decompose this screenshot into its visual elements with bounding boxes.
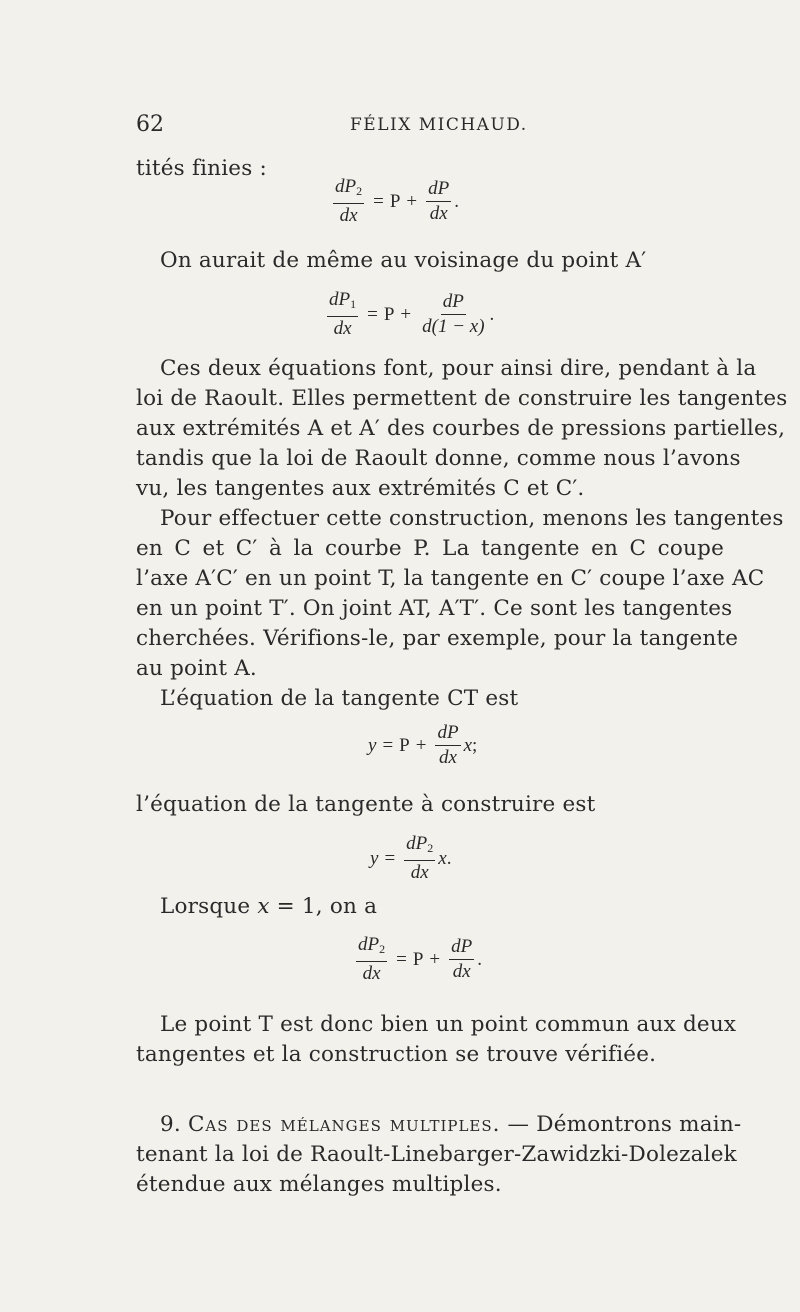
equation-3: y = P + $\frac{dP}{dx}$ x ; bbox=[368, 722, 478, 768]
text-line: loi de Raoult. Elles permettent de construire les tangentes bbox=[136, 386, 788, 411]
text-line: cherchées. Vérifions-le, par exemple, pour la tangente bbox=[136, 626, 739, 651]
text-line: vu, les tangentes aux extrémités C et C′. bbox=[136, 476, 585, 501]
running-title: FÉLIX MICHAUD. bbox=[350, 115, 528, 135]
text-line: On aurait de même au voisinage du point A′ bbox=[160, 248, 647, 273]
text-line: tenant la loi de Raoult-Linebarger-Zawidzki-Dolezalek bbox=[136, 1142, 737, 1167]
text-line: L’équation de la tangente CT est bbox=[160, 686, 519, 711]
text-line: l’équation de la tangente à construire est bbox=[136, 792, 596, 817]
text-line: au point A. bbox=[136, 656, 257, 681]
text-line: l’axe A′C′ en un point T, la tangente en C′ coupe l’axe AC bbox=[136, 566, 765, 591]
equation-1: $\frac{dP_2}{dx}$ = P + $\frac{dP}{dx}$ . bbox=[335, 176, 459, 226]
text-line: étendue aux mélanges multiples. bbox=[136, 1172, 502, 1197]
text-line: tangentes et la construction se trouve vérifiée. bbox=[136, 1042, 657, 1067]
text-line: en un point T′. On joint AT, A′T′. Ce sont les tangentes bbox=[136, 596, 733, 621]
text-line: Le point T est donc bien un point commun aux deux bbox=[160, 1012, 737, 1037]
text-line: Lorsque x = 1, on a bbox=[160, 894, 378, 919]
text-line: Ces deux équations font, pour ainsi dire, pendant à la bbox=[160, 356, 757, 381]
section-heading: 9. Cas des mélanges multiples. — Démontrons main- bbox=[160, 1112, 742, 1137]
text-line: en C et C′ à la courbe P. La tangente en C coupe bbox=[136, 536, 724, 561]
equation-4: y = $\frac{dP_2}{dx}$ x . bbox=[370, 833, 452, 883]
page-number: 62 bbox=[136, 112, 164, 137]
text-line: tités finies : bbox=[136, 156, 267, 181]
equation-5: $\frac{dP_2}{dx}$ = P + $\frac{dP}{dx}$ . bbox=[358, 934, 482, 984]
text-line: aux extrémités A et A′ des courbes de pressions partielles, bbox=[136, 416, 786, 441]
text-line: tandis que la loi de Raoult donne, comme nous l’avons bbox=[136, 446, 741, 471]
equation-2: $\frac{dP_1}{dx}$ = P + $\frac{dP}{d(1 - x)}$ . bbox=[329, 289, 495, 339]
text-line: Pour effectuer cette construction, menons les tangentes bbox=[160, 506, 784, 531]
